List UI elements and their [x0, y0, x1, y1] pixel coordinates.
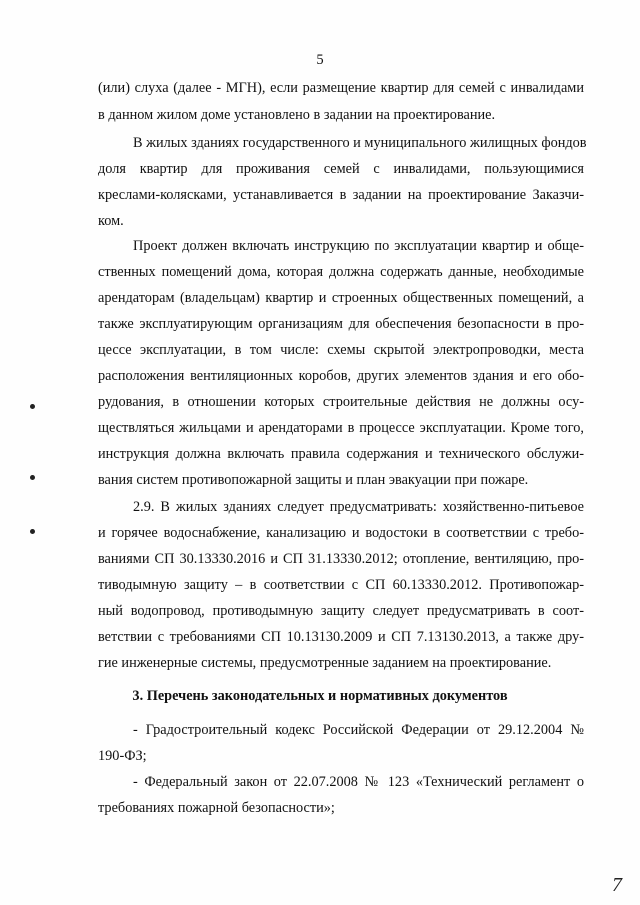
punch-mark	[30, 529, 35, 534]
list-item: 190-ФЗ;	[98, 748, 147, 764]
text-line: рудования, в отношении которых строительные действия не должны осу-	[98, 394, 584, 410]
section-heading: 3. Перечень законодательных и нормативных документов	[132, 688, 508, 704]
list-item: - Градостроительный кодекс Российской Федерации от 29.12.2004 №	[133, 722, 584, 738]
text-line: (или) слуха (далее - МГН), если размещение квартир для семей с инвалидами	[98, 80, 584, 96]
text-line: доля квартир для проживания семей с инвалидами, пользующимися	[98, 161, 584, 177]
text-line: ный водопровод, противодымную защиту следует предусматривать в соот-	[98, 603, 584, 619]
text-line: ваниями СП 30.13330.2016 и СП 31.13330.2012; отопление, вентиляцию, про-	[98, 551, 584, 567]
page-number: 5	[316, 52, 324, 68]
text-line: ственных помещений дома, которая должна содержать данные, необходимые	[98, 264, 584, 280]
punch-mark	[30, 475, 35, 480]
text-line: инструкция должна включать правила содержания и технического обслужи-	[98, 446, 584, 462]
text-line: и горячее водоснабжение, канализацию и водостоки в соответствии с требо-	[98, 525, 584, 541]
text-line: ком.	[98, 213, 124, 229]
text-line: В жилых зданиях государственного и муниципального жилищных фондов	[133, 135, 587, 151]
text-line: расположения вентиляционных коробов, других элементов здания и его обо-	[98, 368, 584, 384]
text-line: тиводымную защиту – в соответствии с СП 60.13330.2012. Противопожар-	[98, 577, 584, 593]
list-item: требованиях пожарной безопасности»;	[98, 800, 335, 816]
text-line: Проект должен включать инструкцию по эксплуатации квартир и обще-	[133, 238, 584, 254]
text-line: гие инженерные системы, предусмотренные заданием на проектирование.	[98, 655, 552, 671]
text-line: арендаторам (владельцам) квартир и строенных общественных помещений, а	[98, 290, 584, 306]
text-line: вания систем противопожарной защиты и план эвакуации при пожаре.	[98, 472, 529, 488]
text-line: ществляться жильцами и арендаторами в процессе эксплуатации. Кроме того,	[98, 420, 584, 436]
text-line: цессе эксплуатации, в том числе: схемы скрытой электропроводки, места	[98, 342, 584, 358]
text-line: также эксплуатирующим организациям для обеспечения безопасности в про-	[98, 316, 584, 332]
text-line: 2.9. В жилых зданиях следует предусматривать: хозяйственно-питьевое	[133, 499, 584, 515]
text-line: в данном жилом доме установлено в задании на проектирование.	[98, 107, 496, 123]
handwritten-page-mark: 7	[612, 874, 622, 896]
punch-mark	[30, 404, 35, 409]
text-line: ветствии с требованиями СП 10.13130.2009 и СП 7.13130.2013, а также дру-	[98, 629, 584, 645]
text-line: креслами-колясками, устанавливается в задании на проектирование Заказчи-	[98, 187, 584, 203]
list-item: - Федеральный закон от 22.07.2008 № 123 «Технический регламент о	[133, 774, 584, 790]
